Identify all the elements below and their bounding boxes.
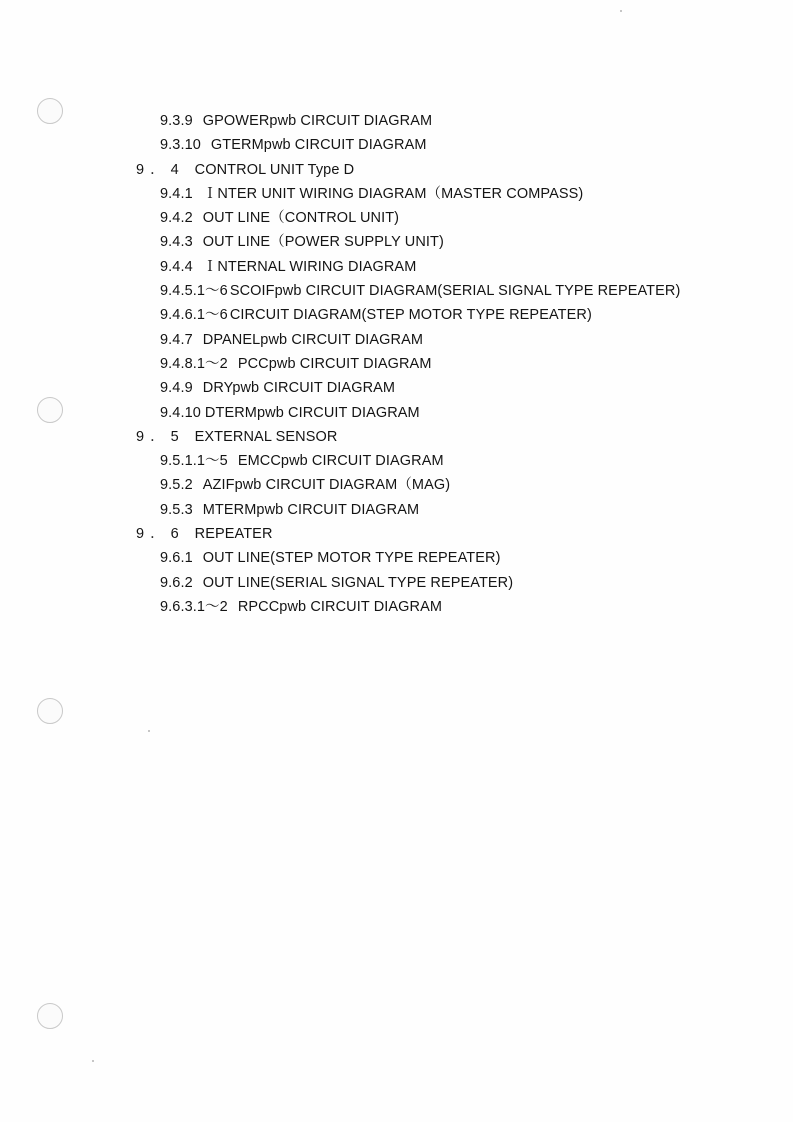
toc-entry [0, 328, 793, 352]
toc-entry [0, 303, 793, 327]
toc-title: EXTERNAL SENSOR [194, 428, 338, 445]
toc-title: AZIFpwb CIRCUIT DIAGRAM（MAG) [202, 477, 451, 494]
toc-entry [0, 498, 793, 522]
toc-number: 9.4.10 [160, 404, 201, 421]
toc-title: OUT LINE(SERIAL SIGNAL TYPE REPEATER) [202, 574, 514, 591]
scan-speck [92, 1060, 94, 1062]
binder-hole [37, 1003, 63, 1029]
toc-title: PCCpwb CIRCUIT DIAGRAM [237, 355, 432, 372]
toc-title: DRYpwb CIRCUIT DIAGRAM [202, 380, 396, 397]
toc-number: 9.5.1.1～5 [160, 453, 228, 470]
toc-entry [0, 352, 793, 376]
toc-number: 9.5.2 [160, 477, 193, 494]
scan-speck [620, 10, 622, 12]
toc-number: 9.5.3 [160, 501, 193, 518]
scan-speck [148, 730, 150, 732]
toc-number: 9.6.2 [160, 574, 193, 591]
toc-title: MTERMpwb CIRCUIT DIAGRAM [202, 501, 420, 518]
toc-section [0, 522, 793, 546]
toc-title: RPCCpwb CIRCUIT DIAGRAM [237, 598, 443, 615]
toc-title: EMCCpwb CIRCUIT DIAGRAM [237, 453, 444, 470]
toc-number: 9.3.10 [160, 137, 201, 154]
toc-number: 9．4 [136, 161, 185, 178]
toc-title: ＩNTERNAL WIRING DIAGRAM [202, 258, 417, 275]
toc-number: 9.4.4 [160, 258, 193, 275]
toc-entry [0, 279, 793, 303]
toc-title: OUT LINE（CONTROL UNIT) [202, 210, 400, 227]
toc-number: 9.4.8.1～2 [160, 355, 228, 372]
toc-title: DTERMpwb CIRCUIT DIAGRAM [204, 404, 420, 421]
toc-entry [0, 401, 793, 425]
toc-number: 9.4.3 [160, 234, 193, 251]
toc-number: 9.4.9 [160, 380, 193, 397]
toc-title: GPOWERpwb CIRCUIT DIAGRAM [202, 113, 433, 129]
toc-title: GTERMpwb CIRCUIT DIAGRAM [210, 137, 427, 154]
toc-number: 9.6.1 [160, 550, 193, 567]
toc-number: 9.4.7 [160, 331, 193, 348]
toc-title: DPANELpwb CIRCUIT DIAGRAM [202, 331, 424, 348]
toc-number: 9.4.2 [160, 210, 193, 227]
toc-entry [0, 571, 793, 595]
toc-title: SCOIFpwb CIRCUIT DIAGRAM(SERIAL SIGNAL TYPE REPEATER) [229, 283, 681, 300]
toc-title: ＩNTER UNIT WIRING DIAGRAM（MASTER COMPASS) [202, 185, 584, 202]
toc-entry [0, 595, 793, 619]
toc-entry [0, 206, 793, 230]
toc-section [0, 158, 793, 182]
toc-entry [0, 182, 793, 206]
toc-number: 9．5 [136, 428, 185, 445]
toc-number: 9.4.6.1～6 [160, 307, 228, 324]
toc-number: 9．6 [136, 526, 185, 543]
toc-entry [0, 473, 793, 497]
toc-title: CONTROL UNIT Type D [194, 161, 355, 178]
toc-section [0, 425, 793, 449]
toc-entry [0, 109, 793, 133]
toc-number: 9.4.1 [160, 185, 193, 202]
toc-entry [0, 546, 793, 570]
toc-number: 9.6.3.1～2 [160, 598, 228, 615]
toc-number: 9.3.9 [160, 113, 193, 129]
binder-hole [37, 698, 63, 724]
toc-title: OUT LINE（POWER SUPPLY UNIT) [202, 234, 444, 251]
toc-title: OUT LINE(STEP MOTOR TYPE REPEATER) [202, 550, 501, 567]
toc-entry [0, 376, 793, 400]
toc-entry [0, 449, 793, 473]
toc-entry [0, 255, 793, 279]
toc-entry [0, 133, 793, 157]
toc-number: 9.4.5.1～6 [160, 283, 228, 300]
toc-title: CIRCUIT DIAGRAM(STEP MOTOR TYPE REPEATER) [229, 307, 592, 324]
toc-entry [0, 230, 793, 254]
toc-title: REPEATER [194, 526, 273, 543]
table-of-contents [0, 109, 793, 619]
